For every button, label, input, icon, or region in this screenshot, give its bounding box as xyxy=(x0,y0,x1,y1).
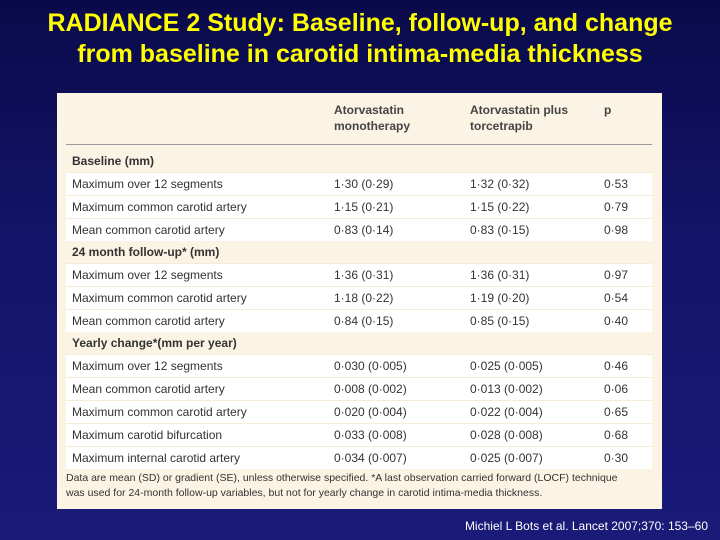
row-label: Maximum over 12 segments xyxy=(66,355,328,378)
combination-value: 0·83 (0·15) xyxy=(464,219,598,242)
header-p-value: p xyxy=(604,103,612,117)
row-label: Maximum carotid bifurcation xyxy=(66,424,328,447)
p-value: 0·97 xyxy=(598,264,652,287)
slide-title-line2: from baseline in carotid intima-media thickness xyxy=(77,40,643,68)
results-table xyxy=(66,99,652,469)
row-label: Mean common carotid artery xyxy=(66,310,328,333)
header-monotherapy-line2: monotherapy xyxy=(334,119,411,133)
combination-value: 0·028 (0·008) xyxy=(464,424,598,447)
table-row xyxy=(66,424,652,447)
combination-value: 1·32 (0·32) xyxy=(464,173,598,196)
combination-value: 0·022 (0·004) xyxy=(464,401,598,424)
header-monotherapy-line1: Atorvastatin xyxy=(334,103,405,117)
section-label: Yearly change*(mm per year) xyxy=(66,332,652,355)
row-label: Maximum internal carotid artery xyxy=(66,447,328,470)
footnote-line2: was used for 24-month follow-up variables, but not for yearly change in carotid intima-media thickness. xyxy=(66,487,543,499)
combination-value: 0·013 (0·002) xyxy=(464,378,598,401)
section-label: 24 month follow-up* (mm) xyxy=(66,241,652,264)
combination-value: 0·025 (0·005) xyxy=(464,355,598,378)
p-value: 0·30 xyxy=(598,447,652,470)
table-header-row xyxy=(66,99,652,145)
monotherapy-value: 0·020 (0·004) xyxy=(328,401,464,424)
row-label: Maximum common carotid artery xyxy=(66,401,328,424)
p-value: 0·46 xyxy=(598,355,652,378)
table-row xyxy=(66,287,652,310)
table-row xyxy=(66,401,652,424)
p-value: 0·54 xyxy=(598,287,652,310)
monotherapy-value: 0·030 (0·005) xyxy=(328,355,464,378)
section-baseline xyxy=(66,150,652,173)
monotherapy-value: 0·034 (0·007) xyxy=(328,447,464,470)
table-row xyxy=(66,196,652,219)
table-row xyxy=(66,447,652,470)
monotherapy-value: 0·008 (0·002) xyxy=(328,378,464,401)
table-row xyxy=(66,173,652,196)
header-combination xyxy=(464,99,598,145)
section-follow-up xyxy=(66,241,652,264)
slide-title-line1: RADIANCE 2 Study: Baseline, follow-up, and change xyxy=(47,9,673,37)
p-value: 0·65 xyxy=(598,401,652,424)
citation: Michiel L Bots et al. Lancet 2007;370: 153–60 xyxy=(464,519,708,533)
monotherapy-value: 1·36 (0·31) xyxy=(328,264,464,287)
table-row xyxy=(66,264,652,287)
combination-value: 1·15 (0·22) xyxy=(464,196,598,219)
combination-value: 0·85 (0·15) xyxy=(464,310,598,333)
header-measure xyxy=(66,99,328,145)
section-label: Baseline (mm) xyxy=(66,150,652,173)
row-label: Mean common carotid artery xyxy=(66,378,328,401)
combination-value: 0·025 (0·007) xyxy=(464,447,598,470)
header-combination-line2: torcetrapib xyxy=(470,119,533,133)
monotherapy-value: 0·84 (0·15) xyxy=(328,310,464,333)
table-footnote xyxy=(66,471,656,501)
combination-value: 1·19 (0·20) xyxy=(464,287,598,310)
table-row xyxy=(66,310,652,333)
monotherapy-value: 0·033 (0·008) xyxy=(328,424,464,447)
row-label: Mean common carotid artery xyxy=(66,219,328,242)
row-label: Maximum common carotid artery xyxy=(66,287,328,310)
p-value: 0·06 xyxy=(598,378,652,401)
row-label: Maximum over 12 segments xyxy=(66,264,328,287)
p-value: 0·40 xyxy=(598,310,652,333)
monotherapy-value: 1·18 (0·22) xyxy=(328,287,464,310)
results-table-panel xyxy=(57,93,662,509)
section-yearly-change xyxy=(66,332,652,355)
table-row xyxy=(66,378,652,401)
p-value: 0·68 xyxy=(598,424,652,447)
p-value: 0·79 xyxy=(598,196,652,219)
monotherapy-value: 1·30 (0·29) xyxy=(328,173,464,196)
p-value: 0·53 xyxy=(598,173,652,196)
header-monotherapy xyxy=(328,99,464,145)
footnote-line1: Data are mean (SD) or gradient (SE), unless otherwise specified. *A last observation carried forward (LOCF) technique xyxy=(66,472,618,484)
slide-title xyxy=(0,8,720,70)
header-combination-line1: Atorvastatin plus xyxy=(470,103,569,117)
table-row xyxy=(66,219,652,242)
p-value: 0·98 xyxy=(598,219,652,242)
combination-value: 1·36 (0·31) xyxy=(464,264,598,287)
monotherapy-value: 0·83 (0·14) xyxy=(328,219,464,242)
monotherapy-value: 1·15 (0·21) xyxy=(328,196,464,219)
row-label: Maximum over 12 segments xyxy=(66,173,328,196)
row-label: Maximum common carotid artery xyxy=(66,196,328,219)
table-row xyxy=(66,355,652,378)
